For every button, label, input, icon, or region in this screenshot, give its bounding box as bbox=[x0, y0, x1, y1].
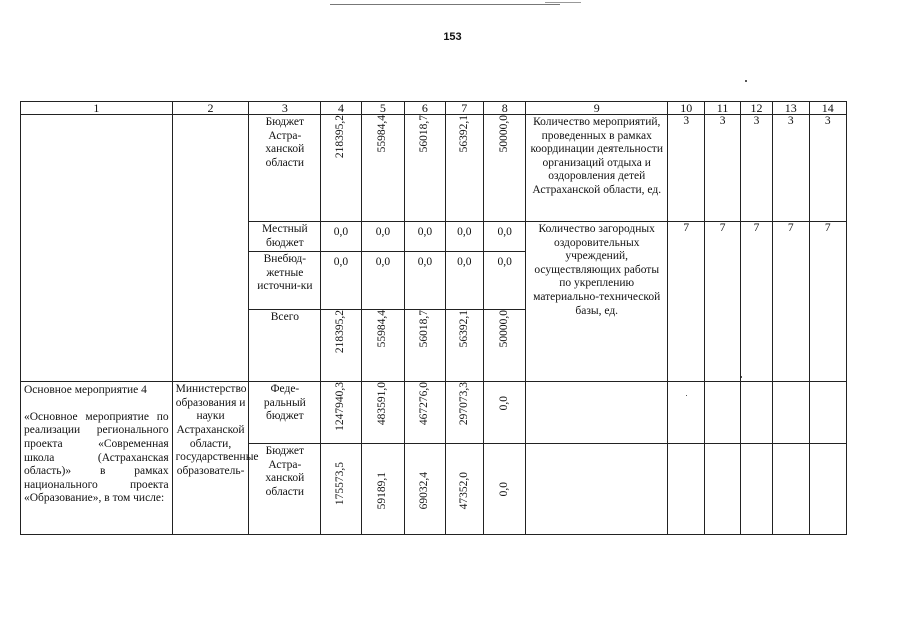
value-cell bbox=[361, 444, 404, 535]
indicator-value: 7 bbox=[667, 222, 704, 382]
funding-source: Всего bbox=[249, 310, 321, 382]
executor-cell: Министерство образования и науки Астраханской области, государственные образователь- bbox=[172, 382, 249, 535]
indicator-text: Количество мероприятий, проведенных в рамках координации деятельности организаций отдыха и оздоровления детей Астраханской области, ед. bbox=[526, 115, 668, 222]
indicator-value: 3 bbox=[740, 115, 772, 222]
indicator-value: 3 bbox=[705, 115, 740, 222]
value-cell bbox=[321, 382, 361, 444]
value-year: 297073,3 bbox=[457, 382, 470, 426]
value-year: 0,0 bbox=[361, 252, 404, 310]
funding-source: Феде-ральный бюджет bbox=[249, 382, 321, 444]
value-cell bbox=[361, 310, 404, 382]
indicator-value: 3 bbox=[773, 115, 809, 222]
value-year: 55984,4 bbox=[376, 115, 389, 153]
event-description: «Основное мероприятие по реализации регионального проекта «Современная школа (Астраханская область)» в рамках национального проекта «Образование», в том числе: bbox=[24, 410, 169, 505]
value-cell bbox=[321, 115, 361, 222]
value-year: 50000,0 bbox=[497, 310, 510, 348]
indicator-value: 7 bbox=[773, 222, 809, 382]
value-cell bbox=[361, 382, 404, 444]
indicator-value: 7 bbox=[705, 222, 740, 382]
program-table bbox=[20, 101, 847, 535]
column-number: 1 bbox=[21, 102, 173, 115]
column-number: 12 bbox=[740, 102, 772, 115]
value-total: 218395,2 bbox=[334, 115, 347, 159]
value-cell bbox=[405, 310, 445, 382]
event-cell-empty bbox=[21, 115, 173, 382]
value-cell bbox=[484, 444, 526, 535]
value-cell bbox=[405, 115, 445, 222]
value-year: 56392,1 bbox=[457, 115, 470, 153]
indicator-empty bbox=[773, 382, 809, 444]
value-total: 0,0 bbox=[321, 252, 361, 310]
value-cell bbox=[484, 310, 526, 382]
value-cell bbox=[445, 115, 483, 222]
funding-source: Бюджет Астра-ханской области bbox=[249, 444, 321, 535]
executor-cell-empty bbox=[172, 115, 249, 382]
event-title: Основное мероприятие 4 bbox=[24, 384, 147, 397]
column-number: 5 bbox=[361, 102, 404, 115]
indicator-empty bbox=[740, 444, 772, 535]
value-cell bbox=[321, 310, 361, 382]
funding-source: Внебюд-жетные источни-ки bbox=[249, 252, 321, 310]
value-year: 56018,7 bbox=[418, 310, 431, 348]
value-year: 50000,0 bbox=[497, 115, 510, 153]
value-cell bbox=[445, 310, 483, 382]
value-year: 56392,1 bbox=[457, 310, 470, 348]
indicator-value: 7 bbox=[740, 222, 772, 382]
column-number: 9 bbox=[526, 102, 668, 115]
column-number: 10 bbox=[667, 102, 704, 115]
column-number: 4 bbox=[321, 102, 361, 115]
value-cell bbox=[321, 444, 361, 535]
value-year: 0,0 bbox=[445, 252, 483, 310]
value-year: 0,0 bbox=[405, 252, 445, 310]
page-number: 153 bbox=[443, 31, 462, 43]
value-total: 0,0 bbox=[321, 222, 361, 252]
value-cell bbox=[361, 115, 404, 222]
indicator-empty bbox=[773, 444, 809, 535]
value-year: 69032,4 bbox=[418, 472, 431, 510]
value-total: 218395,2 bbox=[334, 310, 347, 354]
value-cell bbox=[484, 382, 526, 444]
value-cell bbox=[445, 382, 483, 444]
value-year: 467276,0 bbox=[418, 382, 431, 426]
value-year: 0,0 bbox=[405, 222, 445, 252]
scan-speck bbox=[745, 80, 747, 82]
column-number: 3 bbox=[249, 102, 321, 115]
table-row bbox=[21, 382, 847, 444]
indicator-empty bbox=[667, 444, 704, 535]
value-total: 175573,5 bbox=[334, 462, 347, 506]
value-year: 59189,1 bbox=[376, 472, 389, 510]
funding-source: Бюджет Астра-ханской области bbox=[249, 115, 321, 222]
value-cell bbox=[445, 444, 483, 535]
value-year: 0,0 bbox=[361, 222, 404, 252]
indicator-empty bbox=[809, 382, 847, 444]
column-number: 2 bbox=[172, 102, 249, 115]
value-year: 483591,0 bbox=[376, 382, 389, 426]
value-year: 0,0 bbox=[484, 222, 526, 252]
indicator-empty bbox=[809, 444, 847, 535]
value-year: 0,0 bbox=[484, 252, 526, 310]
value-year: 0,0 bbox=[445, 222, 483, 252]
indicator-empty bbox=[526, 444, 668, 535]
indicator-value: 7 bbox=[809, 222, 847, 382]
indicator-empty bbox=[705, 444, 740, 535]
scan-artifact-line bbox=[330, 4, 560, 5]
scan-artifact-line bbox=[545, 2, 581, 3]
value-cell bbox=[405, 444, 445, 535]
column-number-row bbox=[21, 102, 847, 115]
value-year: 0,0 bbox=[497, 482, 510, 497]
column-number: 7 bbox=[445, 102, 483, 115]
indicator-empty bbox=[740, 382, 772, 444]
indicator-empty bbox=[667, 382, 704, 444]
column-number: 8 bbox=[484, 102, 526, 115]
event-cell bbox=[21, 382, 173, 535]
value-year: 56018,7 bbox=[418, 115, 431, 153]
funding-source: Местный бюджет bbox=[249, 222, 321, 252]
indicator-empty bbox=[526, 382, 668, 444]
indicator-value: 3 bbox=[809, 115, 847, 222]
value-year: 47352,0 bbox=[457, 472, 470, 510]
indicator-text: Количество загородных оздоровительных учреждений, осуществляющих работы по укреплению материально-технической базы, ед. bbox=[526, 222, 668, 382]
table-row bbox=[21, 115, 847, 222]
column-number: 11 bbox=[705, 102, 740, 115]
value-year: 0,0 bbox=[497, 396, 510, 411]
value-cell bbox=[405, 382, 445, 444]
indicator-empty bbox=[705, 382, 740, 444]
column-number: 6 bbox=[405, 102, 445, 115]
value-cell bbox=[484, 115, 526, 222]
value-total: 1247940,3 bbox=[334, 382, 347, 432]
column-number: 13 bbox=[773, 102, 809, 115]
indicator-value: 3 bbox=[667, 115, 704, 222]
column-number: 14 bbox=[809, 102, 847, 115]
value-year: 55984,4 bbox=[376, 310, 389, 348]
